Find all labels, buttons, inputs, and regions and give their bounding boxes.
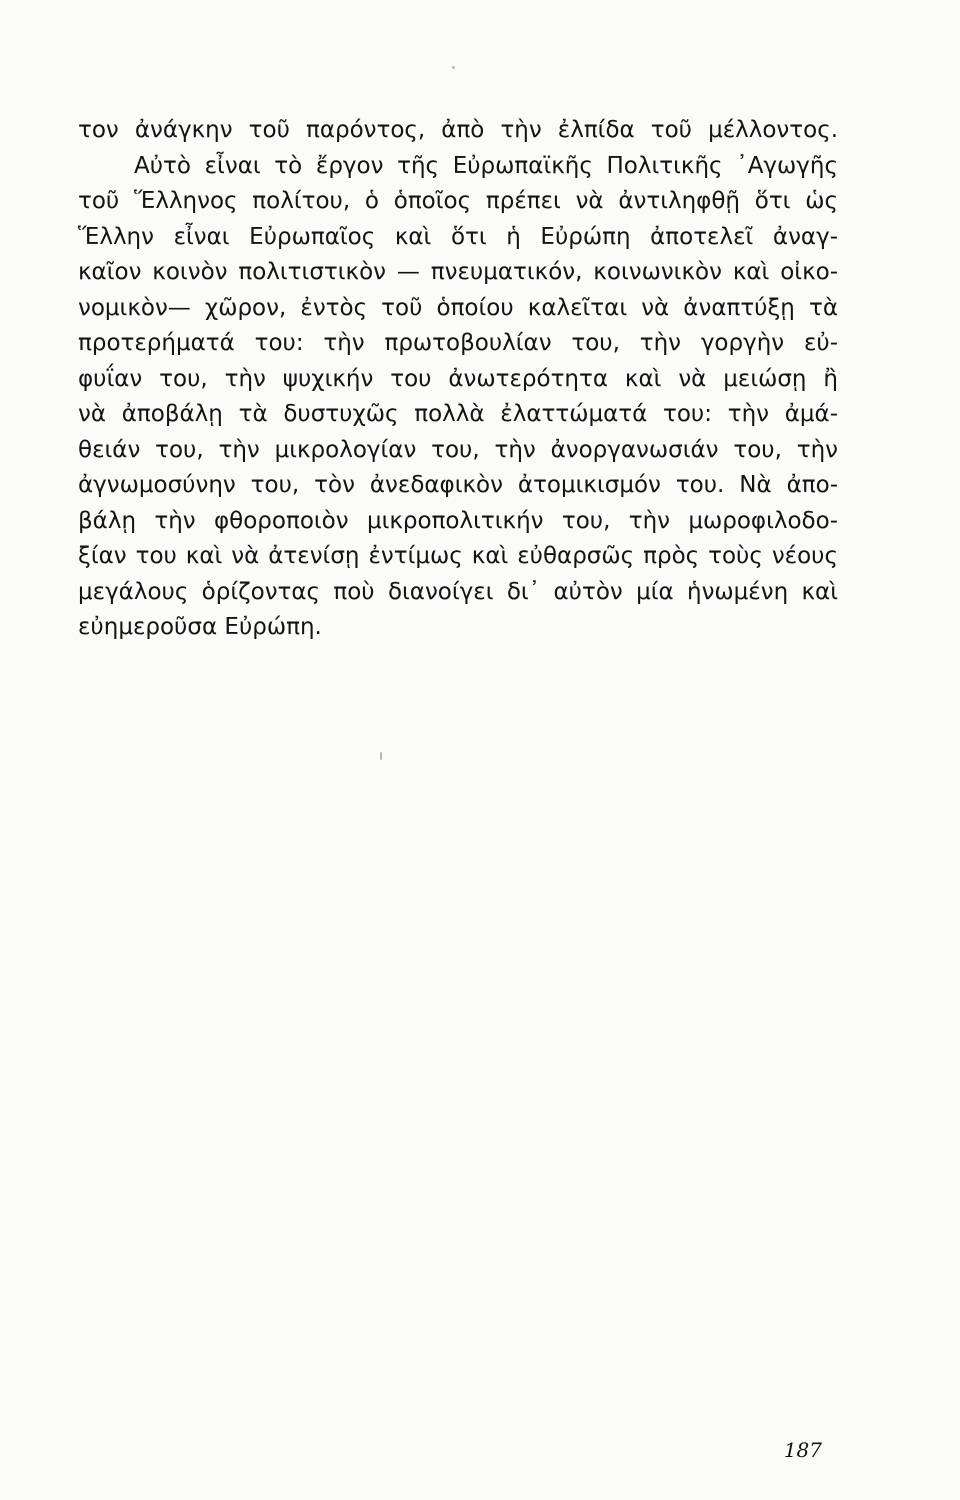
text-line: ξίαν του καὶ νὰ ἀτενίσῃ ἐντίμως καὶ εὐθαρσῶς πρὸς τοὺς νέους bbox=[78, 543, 838, 569]
text-line: βάλῃ τὴν φθοροποιὸν μικροπολιτικήν του, τὴν μωροφιλοδο- bbox=[78, 507, 838, 534]
text-line: θειάν του, τὴν μικρολογίαν του, τὴν ἀνοργανωσιάν του, τὴν bbox=[78, 436, 838, 463]
text-line: ἀγνωμοσύνην του, τὸν ἀνεδαφικὸν ἀτομικισμόν του. Νὰ ἀπο- bbox=[78, 472, 838, 498]
text-line: προτερήματά του: τὴν πρωτοβουλίαν του, τὴν γοργὴν εὐ- bbox=[78, 330, 838, 356]
paper-speck bbox=[452, 66, 455, 69]
text-line: μεγάλους ὁρίζοντας ποὺ διανοίγει δι᾿ αὐτὸν μία ἡνωμένη καὶ bbox=[78, 578, 838, 605]
text-line: εὐημεροῦσα Εὐρώπη. bbox=[78, 614, 322, 640]
paper-speck bbox=[380, 752, 382, 760]
text-line: νομικὸν— χῶρον, ἐντὸς τοῦ ὁποίου καλεῖται νὰ ἀναπτύξῃ τὰ bbox=[78, 294, 838, 321]
page-number: 187 bbox=[783, 1438, 822, 1462]
text-line: νὰ ἀποβάλῃ τὰ δυστυχῶς πολλὰ ἐλαττώματά του: τὴν ἀμά- bbox=[78, 401, 838, 427]
body-text bbox=[78, 113, 838, 646]
text-line: Αὐτὸ εἶναι τὸ ἔργον τῆς Εὐρωπαϊκῆς Πολιτικῆς ᾿Αγωγῆς bbox=[134, 152, 838, 179]
text-line: τοῦ Ἕλληνος πολίτου, ὁ ὁποῖος πρέπει νὰ ἀντιληφθῇ ὅτι ὡς bbox=[78, 188, 838, 214]
text-line: φυΐαν του, τὴν ψυχικήν του ἀνωτερότητα καὶ νὰ μειώσῃ ἢ bbox=[78, 365, 838, 392]
text-line: Ἕλλην εἶναι Εὐρωπαῖος καὶ ὅτι ἡ Εὐρώπη ἀποτελεῖ ἀναγ- bbox=[78, 223, 838, 250]
text-line: καῖον κοινὸν πολιτιστικὸν — πνευματικόν, κοινωνικὸν καὶ οἰκο- bbox=[78, 259, 838, 285]
text-line: τον ἀνάγκην τοῦ παρόντος, ἀπὸ τὴν ἐλπίδα τοῦ μέλλοντος. bbox=[78, 117, 838, 143]
